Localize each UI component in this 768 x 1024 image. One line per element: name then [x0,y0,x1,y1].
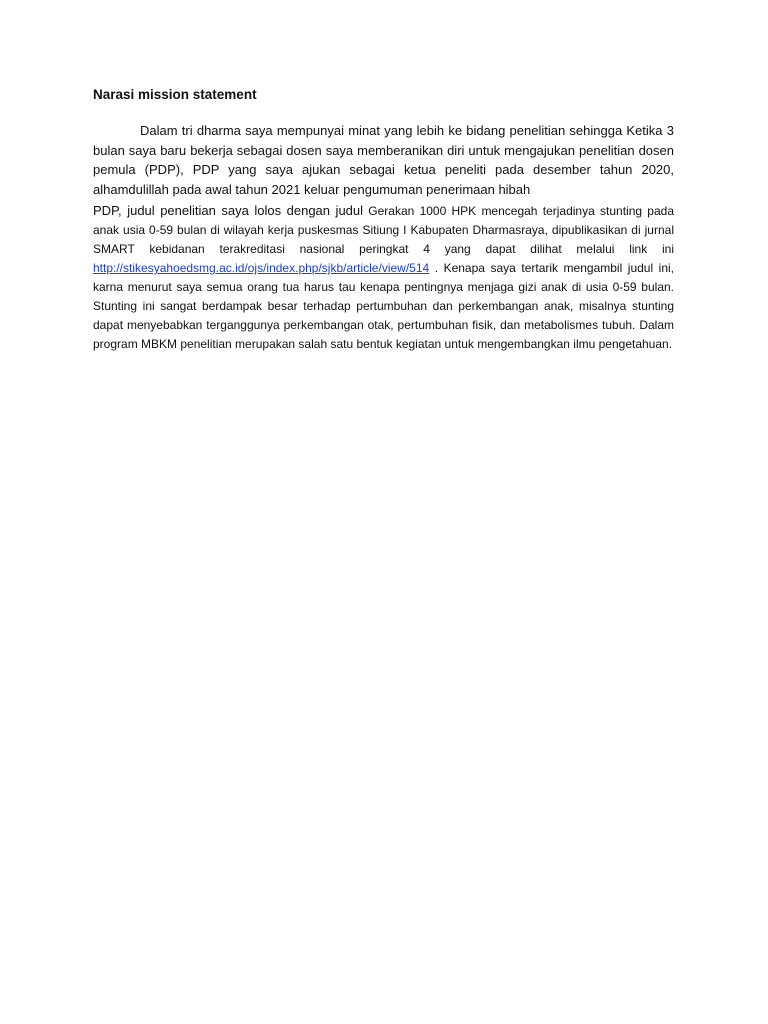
paragraph-text-1: Dalam tri dharma saya mempunyai minat yang lebih ke bidang penelitian sehingga Ketika 3 bulan saya baru bekerja sebagai dosen saya memberanikan diri untuk mengajukan penelitian dosen pemula (PDP), PDP yang saya ajukan sebagai ketua peneliti pada desember tahun 2020, alhamdulillah pada awal tahun 2021 keluar pengumuman penerimaan hibah [93,123,674,197]
paragraph-text-4: . Kenapa saya tertarik mengambil judul ini, karna menurut saya semua orang tua harus tau kenapa pentingnya menjaga gizi anak di usia 0-59 bulan. Stunting ini sangat berdampak besar terhadap pertumbuhan dan perkembangan anak, misalnya stunting dapat menyebabkan terganggunya perkembangan otak, pertumbuhan fisik, dan metabolismes tubuh. Dalam program MBKM penelitian merupakan salah satu bentuk kegiatan untuk mengembangkan ilmu pengetahuan. [93,261,674,351]
paragraph-text-2: PDP, judul penelitian saya lolos dengan judul [93,203,364,218]
article-link[interactable]: http://stikesyahoedsmg.ac.id/ojs/index.php/sjkb/article/view/514 [93,261,430,275]
document-title: Narasi mission statement [93,87,257,102]
mission-paragraph-part2 [93,201,674,354]
mission-paragraph-part1 [93,121,674,199]
paragraph-text-3: Gerakan 1000 HPK mencegah terjadinya stunting pada anak usia 0-59 bulan di wilayah kerja puskesmas Sitiung I Kabupaten Dharmasraya, dipublikasikan di jurnal SMART kebidanan terakreditasi nasional peringkat 4 yang dapat dilihat melalui link ini [93,204,674,256]
